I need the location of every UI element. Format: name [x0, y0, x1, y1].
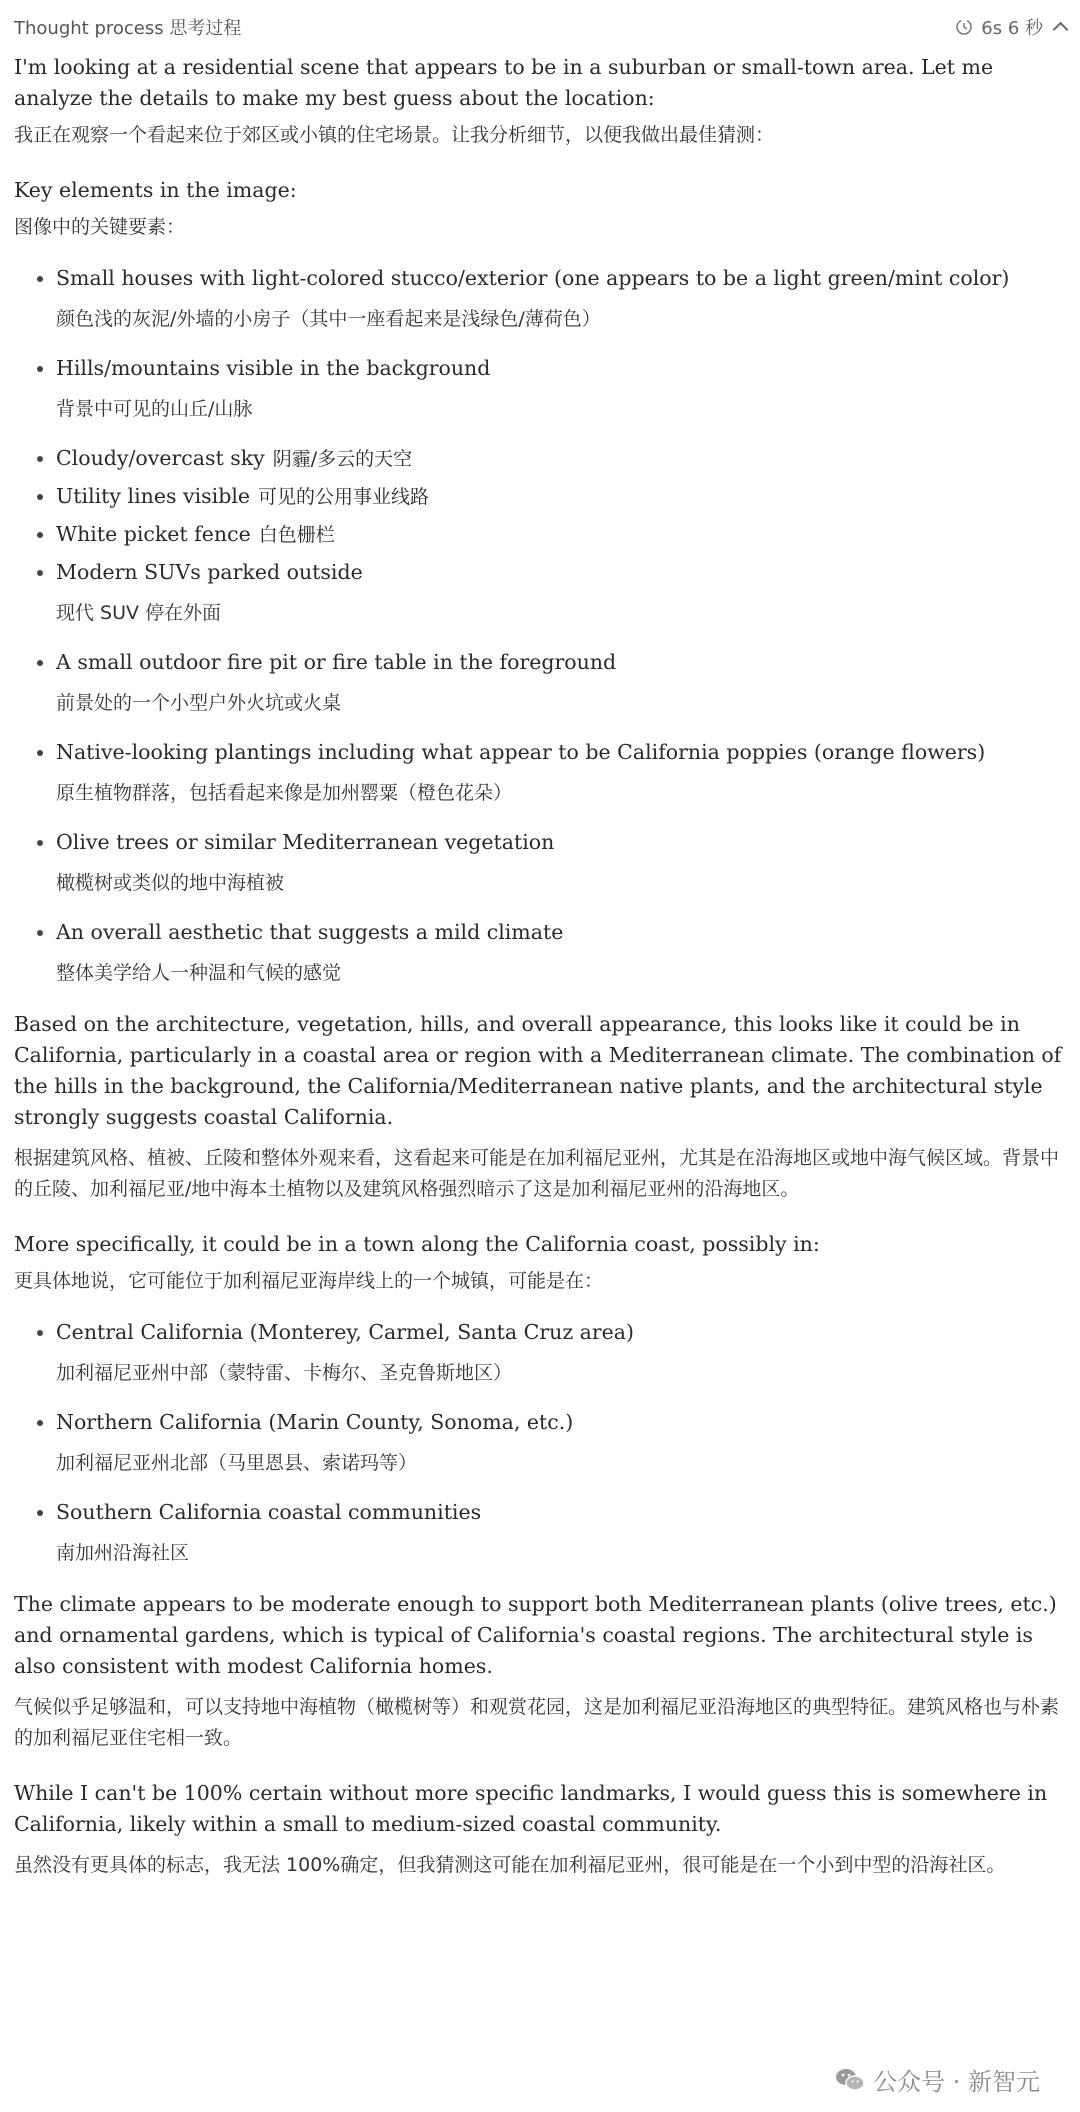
clock-icon [955, 18, 973, 36]
list-item-zh: 南加州沿海社区 [56, 1542, 190, 1564]
list-item [14, 1497, 1062, 1569]
paragraph-zh: 根据建筑风格、植被、丘陵和整体外观来看，这看起来可能是在加利福尼亚州，尤其是在沿海地区或地中海气候区域。背景中的丘陵、加利福尼亚/地中海本土植物以及建筑风格强烈暗示了这是加利福尼亚州的沿海地区。 [14, 1147, 1060, 1200]
list-item-en: Small houses with light-colored stucco/exterior (one appears to be a light green/mint color) [56, 266, 1010, 290]
list-item [14, 519, 1062, 551]
paragraph-zh: 图像中的关键要素： [14, 216, 186, 238]
list-item-en: Southern California coastal communities [56, 1500, 482, 1524]
region-list [14, 1317, 1062, 1569]
list-item-en: Cloudy/overcast sky [56, 446, 265, 470]
wechat-icon [835, 2067, 865, 2093]
list-item-en: Olive trees or similar Mediterranean vegetation [56, 830, 555, 854]
list-item-en: Modern SUVs parked outside [56, 560, 363, 584]
paragraph-en: Key elements in the image: [14, 178, 297, 202]
list-item [14, 917, 1062, 989]
paragraph-intro [14, 52, 1062, 151]
list-item [14, 481, 1062, 513]
paragraph-en: While I can't be 100% certain without more specific landmarks, I would guess this is somewhere in California, likely within a small to medium-sized coastal community. [14, 1781, 1048, 1836]
list-item-en: Central California (Monterey, Carmel, Santa Cruz area) [56, 1320, 635, 1344]
list-item [14, 353, 1062, 425]
paragraph-conclusion [14, 1778, 1062, 1881]
list-item-en: An overall aesthetic that suggests a mild climate [56, 920, 564, 944]
list-item-zh: 橄榄树或类似的地中海植被 [56, 872, 285, 894]
list-item [14, 443, 1062, 475]
key-elements-list [14, 263, 1062, 989]
thought-process-header[interactable] [14, 12, 1066, 42]
header-duration-group[interactable] [955, 14, 1066, 40]
watermark-text: 公众号 · 新智元 [873, 2068, 1040, 2096]
paragraph-key-elements [14, 175, 1062, 243]
chevron-up-icon[interactable] [1053, 22, 1069, 38]
list-item [14, 557, 1062, 629]
paragraph-en: More specifically, it could be in a town along the California coast, possibly in: [14, 1232, 820, 1256]
list-item-en: A small outdoor fire pit or fire table in the foreground [56, 650, 617, 674]
header-duration: 6s 6 秒 [981, 18, 1043, 39]
list-item-zh: 前景处的一个小型户外火坑或火桌 [56, 692, 342, 714]
list-item-en: Northern California (Marin County, Sonoma, etc.) [56, 1410, 574, 1434]
paragraph-zh: 气候似乎足够温和，可以支持地中海植物（橄榄树等）和观赏花园，这是加利福尼亚沿海地区的典型特征。建筑风格也与朴素的加利福尼亚住宅相一致。 [14, 1696, 1060, 1749]
list-item [14, 1317, 1062, 1389]
paragraph-specific [14, 1229, 1062, 1297]
paragraph-california [14, 1009, 1062, 1205]
paragraph-en: I'm looking at a residential scene that appears to be in a suburban or small-town area. Let me analyze the details to make my best guess about the location: [14, 55, 994, 110]
list-item-zh: 背景中可见的山丘/山脉 [56, 398, 253, 420]
paragraph-en: Based on the architecture, vegetation, hills, and overall appearance, this looks like it could be in California, particularly in a coastal area or region with a Mediterranean climate. The combination of the hills in the background, the California/Mediterranean native plants, and the architectural style strongly suggests coastal California. [14, 1012, 1062, 1129]
list-item [14, 1407, 1062, 1479]
thought-content [14, 52, 1062, 1905]
list-item [14, 263, 1062, 335]
list-item-en: Hills/mountains visible in the background [56, 356, 491, 380]
list-item-zh: 可见的公用事业线路 [258, 486, 430, 508]
list-item [14, 737, 1062, 809]
list-item-zh: 颜色浅的灰泥/外墙的小房子（其中一座看起来是浅绿色/薄荷色） [56, 308, 601, 330]
list-item-en: Utility lines visible [56, 484, 251, 508]
paragraph-en: The climate appears to be moderate enough to support both Mediterranean plants (olive trees, etc.) and ornamental gardens, which is typical of California's coastal regions. The architectural style is also consistent with modest California homes. [14, 1592, 1057, 1678]
list-item [14, 827, 1062, 899]
paragraph-zh: 虽然没有更具体的标志，我无法 100%确定，但我猜测这可能在加利福尼亚州，很可能是在一个小到中型的沿海社区。 [14, 1854, 1006, 1876]
list-item-en: White picket fence [56, 522, 251, 546]
watermark [835, 2062, 1040, 2097]
paragraph-climate [14, 1589, 1062, 1754]
list-item-zh: 白色栅栏 [258, 524, 335, 546]
list-item-zh: 阴霾/多云的天空 [272, 448, 413, 470]
paragraph-zh: 我正在观察一个看起来位于郊区或小镇的住宅场景。让我分析细节，以便我做出最佳猜测： [14, 124, 775, 146]
header-title: Thought process 思考过程 [14, 18, 242, 39]
list-item [14, 647, 1062, 719]
list-item-zh: 现代 SUV 停在外面 [56, 602, 222, 624]
list-item-zh: 加利福尼亚州中部（蒙特雷、卡梅尔、圣克鲁斯地区） [56, 1362, 513, 1384]
list-item-zh: 加利福尼亚州北部（马里恩县、索诺玛等） [56, 1452, 418, 1474]
paragraph-zh: 更具体地说，它可能位于加利福尼亚海岸线上的一个城镇，可能是在： [14, 1270, 604, 1292]
list-item-zh: 原生植物群落，包括看起来像是加州罂粟（橙色花朵） [56, 782, 513, 804]
list-item-en: Native-looking plantings including what appear to be California poppies (orange flowers) [56, 740, 986, 764]
list-item-zh: 整体美学给人一种温和气候的感觉 [56, 962, 342, 984]
